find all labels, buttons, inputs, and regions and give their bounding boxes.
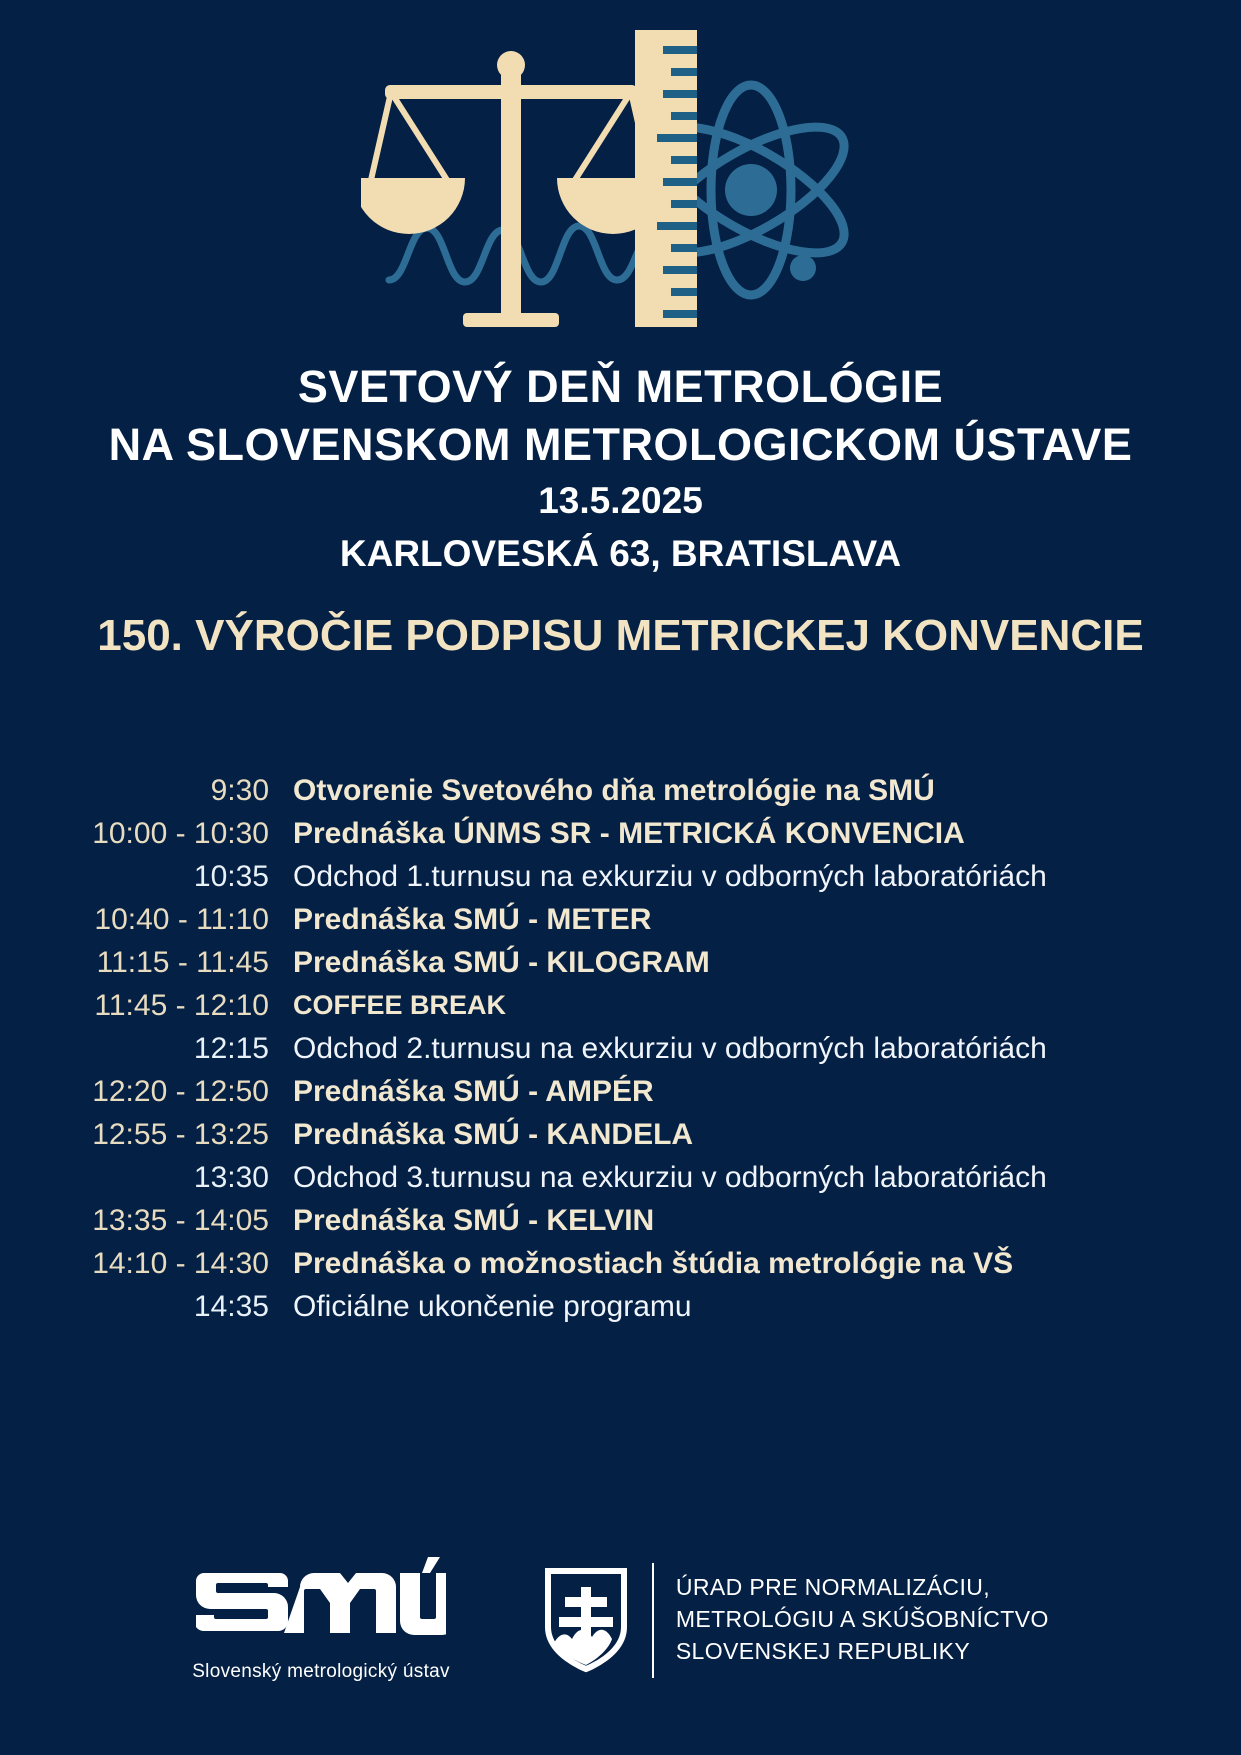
schedule-row <box>88 1028 1153 1069</box>
schedule-description: Otvorenie Svetového dňa metrológie na SMÚ <box>293 774 935 807</box>
event-location: KARLOVESKÁ 63, BRATISLAVA <box>339 533 902 575</box>
anniversary-headline: 150. VÝROČIE PODPISU METRICKEJ KONVENCIE <box>97 610 1144 660</box>
schedule-list <box>88 770 1153 1329</box>
schedule-row <box>88 1114 1153 1155</box>
schedule-description: Prednáška SMÚ - KANDELA <box>293 1118 694 1151</box>
hero-illustration <box>0 30 1241 330</box>
schedule-row <box>88 899 1153 940</box>
sine-wave-icon <box>389 226 655 282</box>
smu-logo <box>192 1557 450 1683</box>
schedule-row <box>88 1157 1153 1198</box>
unms-name-line-1: ÚRAD PRE NORMALIZÁCIU, <box>675 1574 991 1601</box>
schedule-description: Odchod 2.turnusu na exkurziu v odborných laboratóriách <box>293 1032 1047 1065</box>
schedule-description: Oficiálne ukončenie programu <box>293 1290 692 1323</box>
schedule-time: 10:00 - 10:30 <box>92 817 269 850</box>
schedule-description: COFFEE BREAK <box>293 990 507 1020</box>
schedule-row <box>88 856 1153 897</box>
slovak-coat-of-arms-icon <box>542 1565 630 1675</box>
schedule-row <box>88 1286 1153 1327</box>
footer-logos <box>0 1557 1241 1683</box>
schedule-description: Prednáška SMÚ - KELVIN <box>293 1204 655 1237</box>
poster-title-line-2: NA SLOVENSKOM METROLOGICKOM ÚSTAVE <box>108 418 1133 470</box>
unms-name <box>676 1572 1049 1667</box>
schedule-row <box>88 942 1153 983</box>
schedule-row <box>88 985 1153 1026</box>
schedule-time: 9:30 <box>210 774 269 807</box>
event-date: 13.5.2025 <box>538 480 703 522</box>
schedule-time: 11:15 - 11:45 <box>96 946 269 979</box>
schedule-time: 10:35 <box>193 860 269 893</box>
schedule-time: 10:40 - 11:10 <box>94 903 269 936</box>
schedule-row <box>88 1200 1153 1241</box>
schedule-description: Prednáška SMÚ - AMPÉR <box>293 1075 654 1108</box>
schedule-row <box>88 813 1153 854</box>
unms-name-line-3: SLOVENSKEJ REPUBLIKY <box>675 1637 971 1664</box>
schedule-description: Prednáška o možnostiach štúdia metrológie na VŠ <box>293 1247 1014 1280</box>
schedule-time: 14:10 - 14:30 <box>92 1247 269 1280</box>
schedule-description: Prednáška SMÚ - KILOGRAM <box>293 946 710 979</box>
schedule-row <box>88 1071 1153 1112</box>
smu-tagline: Slovenský metrologický ústav <box>192 1661 450 1682</box>
schedule-description: Prednáška ÚNMS SR - METRICKÁ KONVENCIA <box>293 817 965 850</box>
schedule-time: 12:15 <box>193 1032 269 1065</box>
schedule-time: 12:20 - 12:50 <box>92 1075 269 1108</box>
schedule-time: 13:30 <box>193 1161 269 1194</box>
schedule-time: 13:35 - 14:05 <box>92 1204 269 1237</box>
smu-wordmark-icon <box>196 1557 446 1649</box>
title-block <box>0 358 1241 664</box>
unms-divider <box>652 1563 654 1678</box>
schedule-row <box>88 1243 1153 1284</box>
schedule-time: 12:55 - 13:25 <box>92 1118 269 1151</box>
schedule-time: 14:35 <box>193 1290 269 1323</box>
unms-logo <box>542 1563 1049 1678</box>
balance-scale-icon <box>361 51 669 327</box>
unms-name-line-2: METROLÓGIU A SKÚŠOBNÍCTVO <box>675 1606 1049 1633</box>
schedule-description: Odchod 3.turnusu na exkurziu v odborných laboratóriách <box>293 1161 1047 1194</box>
schedule-row <box>88 770 1153 811</box>
schedule-description: Odchod 1.turnusu na exkurziu v odborných laboratóriách <box>293 860 1047 893</box>
poster-title-line-1: SVETOVÝ DEŇ METROLÓGIE <box>297 361 944 412</box>
schedule-time: 11:45 - 12:10 <box>94 989 269 1022</box>
schedule-description: Prednáška SMÚ - METER <box>293 903 652 936</box>
metrology-icons-svg <box>361 30 881 330</box>
ruler-icon <box>635 30 697 327</box>
